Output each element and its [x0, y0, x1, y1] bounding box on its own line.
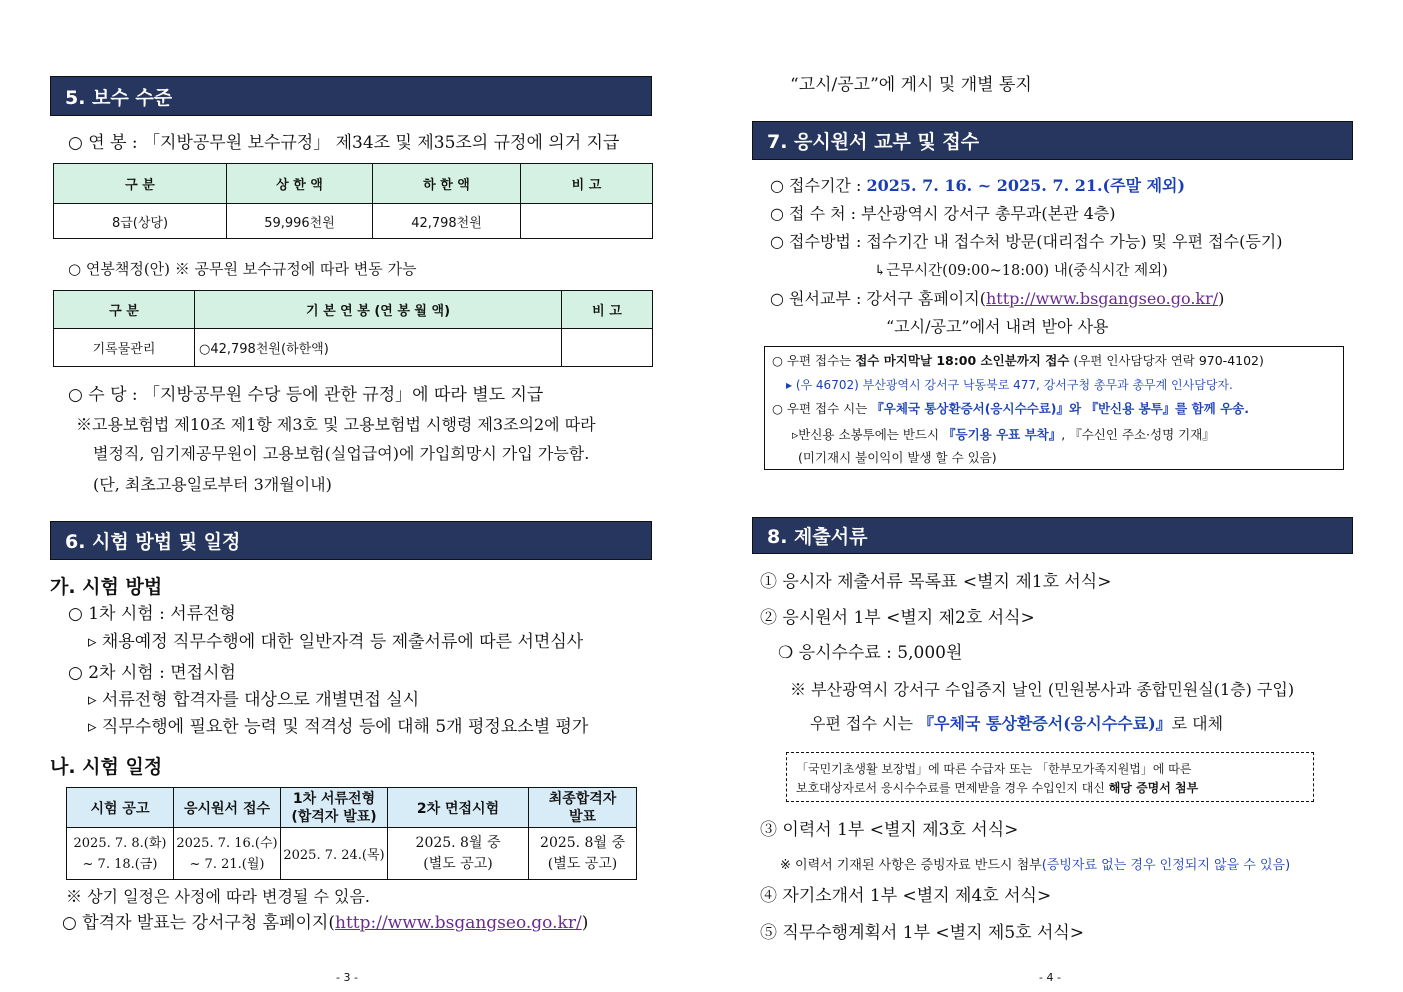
homepage-link[interactable]: http://www.bsgangseo.go.kr/	[335, 913, 582, 933]
mail-notice-3a: ○ 우편 접수 시는	[772, 401, 872, 416]
table-header: 구 분	[54, 164, 227, 204]
fee-note-2a: 우편 접수 시는	[810, 714, 918, 733]
resume-note-b: (증빙자료 없는 경우 인정되지 않을 수 있음)	[1041, 858, 1291, 873]
table-cell	[562, 329, 653, 367]
table-header: 시험 공고	[67, 788, 174, 828]
page-number-left: - 3 -	[336, 971, 358, 984]
salary-plan-text: ○ 연봉책정(안) ※ 공무원 보수규정에 따라 변동 가능	[68, 260, 417, 278]
table-header-line: 최종합격자	[548, 790, 617, 807]
mail-notice-line-1	[772, 351, 1264, 371]
cell-line: 2025. 7. 8.(화)	[73, 835, 167, 851]
salary-plan-table	[53, 290, 653, 367]
announcement-prefix: ○ 합격자 발표는 강서구청 홈페이지(	[62, 913, 335, 933]
section-5-title: 5. 보수 수준	[65, 86, 173, 109]
table-cell	[67, 828, 174, 880]
insurance-note-1: ※고용보험법 제10조 제1항 제3호 및 고용보험법 시행령 제3조의2에 따라	[76, 415, 596, 434]
second-exam-detail-1: ▹ 서류전형 합격자를 대상으로 개별면접 실시	[88, 690, 420, 710]
mail-notice-1c: (우편 인사담당자 연락 970-4102)	[1069, 353, 1264, 368]
table-cell	[174, 828, 281, 880]
document-item-1: ① 응시자 제출서류 목록표 <별지 제1호 서식>	[760, 572, 1112, 592]
insurance-note-3: (단, 최초고용일로부터 3개월이내)	[93, 475, 332, 494]
mail-notice-3b: 『우체국 통상환증서(응시수수료)』와 『반신용 봉투』를 함께 우송.	[871, 401, 1250, 416]
cell-line: (별도 공고)	[423, 855, 493, 872]
table-header	[529, 788, 637, 828]
fee-exemption-2a: 보호대상자로서 응시수수료를 면제받을 경우 수입인지 대신	[796, 781, 1109, 795]
receipt-method: ○ 접수방법 : 접수기간 내 접수처 방문(대리접수 가능) 및 우편 접수(등기)	[770, 232, 1283, 251]
form-issue-prefix: ○ 원서교부 : 강서구 홈페이지(	[770, 289, 986, 308]
cell-line: 2025. 8월 중	[540, 834, 625, 851]
exam-schedule-heading: 나. 시험 일정	[50, 756, 163, 778]
section-6-header	[50, 521, 652, 560]
section-7-title: 7. 응시원서 교부 및 접수	[767, 131, 980, 153]
fee-note-1: ※ 부산광역시 강서구 수입증지 날인 (민원봉사과 종합민원실(1층) 구입)	[790, 680, 1295, 699]
mail-notice-1b: 접수 마지막날 18:00 소인분까지 접수	[855, 353, 1070, 368]
allowance-text: ○ 수 당 : 「지방공무원 수당 등에 관한 규정」에 따라 별도 지급	[68, 385, 544, 405]
fee-exemption-2b: 해당 증명서 첨부	[1108, 781, 1199, 795]
announcement-suffix: )	[581, 913, 589, 933]
exam-method-heading: 가. 시험 방법	[50, 576, 163, 598]
receipt-period-value: 2025. 7. 16. ~ 2025. 7. 21.(주말 제외)	[866, 176, 1186, 195]
form-issue-line-2: “고시/공고”에서 내려 받아 사용	[886, 317, 1109, 336]
page-number-right: - 4 -	[1039, 971, 1061, 984]
fee-note-2c: 로 대체	[1171, 714, 1224, 733]
mail-notice-line-5: (미기재시 불이익이 발생 할 수 있음)	[798, 450, 997, 465]
mail-notice-1a: ○ 우편 접수는	[772, 353, 856, 368]
insurance-note-2: 별정직, 임기제공무원이 고용보험(실업급여)에 가입희망시 가입 가능함.	[93, 444, 590, 463]
mail-notice-line-2: ▸ (우 46702) 부산광역시 강서구 낙동북로 477, 강서구청 총무과 총무계 인사담당자.	[786, 378, 1233, 392]
first-exam-text: ○ 1차 시험 : 서류전형	[68, 604, 236, 624]
notice-top-line: “고시/공고”에 게시 및 개별 통지	[790, 75, 1032, 95]
cell-line: ~ 7. 18.(금)	[82, 856, 158, 872]
table-header	[281, 788, 388, 828]
receipt-period	[770, 176, 1185, 196]
second-exam-text: ○ 2차 시험 : 면접시험	[68, 663, 236, 683]
table-cell	[521, 204, 653, 239]
cell-line: 2025. 7. 16.(수)	[176, 835, 278, 851]
application-fee: ❍ 응시수수료 : 5,000원	[778, 643, 963, 663]
exam-schedule-table	[66, 787, 637, 880]
table-header: 비 고	[562, 291, 653, 329]
section-8-header	[752, 517, 1353, 554]
section-6-title: 6. 시험 방법 및 일정	[65, 531, 241, 553]
cell-line: 2025. 8월 중	[415, 834, 501, 851]
first-exam-detail: ▹ 채용예정 직무수행에 대한 일반자격 등 제출서류에 따른 서면심사	[88, 632, 584, 652]
resume-note-a: ※ 이력서 기재된 사항은 증빙자료 반드시 첨부	[780, 858, 1042, 873]
table-header-line: 1차 서류전형	[292, 790, 376, 807]
table-header-line: (합격자 발표)	[291, 808, 377, 825]
form-issue-link[interactable]: http://www.bsgangseo.go.kr/	[985, 289, 1219, 308]
section-8-title: 8. 제출서류	[767, 526, 868, 548]
table-cell: 8급(상당)	[54, 204, 227, 239]
table-cell	[388, 828, 529, 880]
document-item-2: ② 응시원서 1부 <별지 제2호 서식>	[760, 608, 1035, 628]
section-5-header	[50, 76, 652, 116]
cell-line: ~ 7. 21.(월)	[189, 856, 265, 872]
cell-line: (별도 공고)	[547, 855, 618, 872]
fee-exemption-line-1: 「국민기초생활 보장법」에 따른 수급자 또는 「한부모가족지원법」에 따른	[796, 762, 1192, 776]
form-issue-suffix: )	[1218, 289, 1225, 308]
table-header-line: 발표	[568, 808, 597, 825]
table-header: 2차 면접시험	[388, 788, 529, 828]
table-cell: 59,996천원	[227, 204, 373, 239]
mail-notice-line-4	[792, 425, 1215, 445]
table-header: 상 한 액	[227, 164, 373, 204]
receipt-hours: ↳근무시간(09:00~18:00) 내(중식시간 제외)	[874, 263, 1168, 279]
schedule-change-note: ※ 상기 일정은 사정에 따라 변경될 수 있음.	[66, 887, 370, 906]
table-header: 비 고	[521, 164, 653, 204]
mail-notice-4a: ▹반신용 소봉투에는 반드시	[792, 427, 944, 442]
table-cell	[529, 828, 637, 880]
table-cell: 기록물관리	[54, 329, 195, 367]
form-issue	[770, 289, 1224, 309]
annual-salary-text: ○ 연 봉 : 「지방공무원 보수규정」 제34조 및 제35조의 규정에 의거 지급	[68, 133, 620, 153]
table-header: 기 본 연 봉 (연 봉 월 액)	[195, 291, 562, 329]
table-header: 하 한 액	[373, 164, 521, 204]
announcement-text	[62, 913, 588, 933]
table-cell: ○42,798천원(하한액)	[195, 329, 562, 367]
section-7-header	[752, 121, 1353, 160]
fee-exemption-line-2	[796, 778, 1198, 798]
table-cell: 42,798천원	[373, 204, 521, 239]
table-cell: 2025. 7. 24.(목)	[281, 828, 388, 880]
mail-notice-line-3	[772, 399, 1249, 419]
document-item-5: ⑤ 직무수행계획서 1부 <별지 제5호 서식>	[760, 923, 1085, 943]
document-item-4: ④ 자기소개서 1부 <별지 제4호 서식>	[760, 886, 1052, 906]
mail-notice-4b: 『등기용 우표 부착』	[943, 427, 1062, 442]
table-header: 응시원서 접수	[174, 788, 281, 828]
receipt-place: ○ 접 수 처 : 부산광역시 강서구 총무과(본관 4층)	[770, 204, 1116, 223]
fee-note-2	[810, 714, 1223, 734]
mail-notice-4c: , 『수신인 주소·성명 기재』	[1061, 427, 1215, 442]
receipt-period-label: ○ 접수기간 :	[770, 176, 867, 195]
table-header: 구 분	[54, 291, 195, 329]
resume-note	[780, 856, 1290, 876]
salary-range-table	[53, 163, 653, 239]
document-item-3: ③ 이력서 1부 <별지 제3호 서식>	[760, 820, 1019, 840]
second-exam-detail-2: ▹ 직무수행에 필요한 능력 및 적격성 등에 대해 5개 평정요소별 평가	[88, 717, 589, 737]
fee-note-2b: 『우체국 통상환증서(응시수수료)』	[918, 714, 1172, 733]
